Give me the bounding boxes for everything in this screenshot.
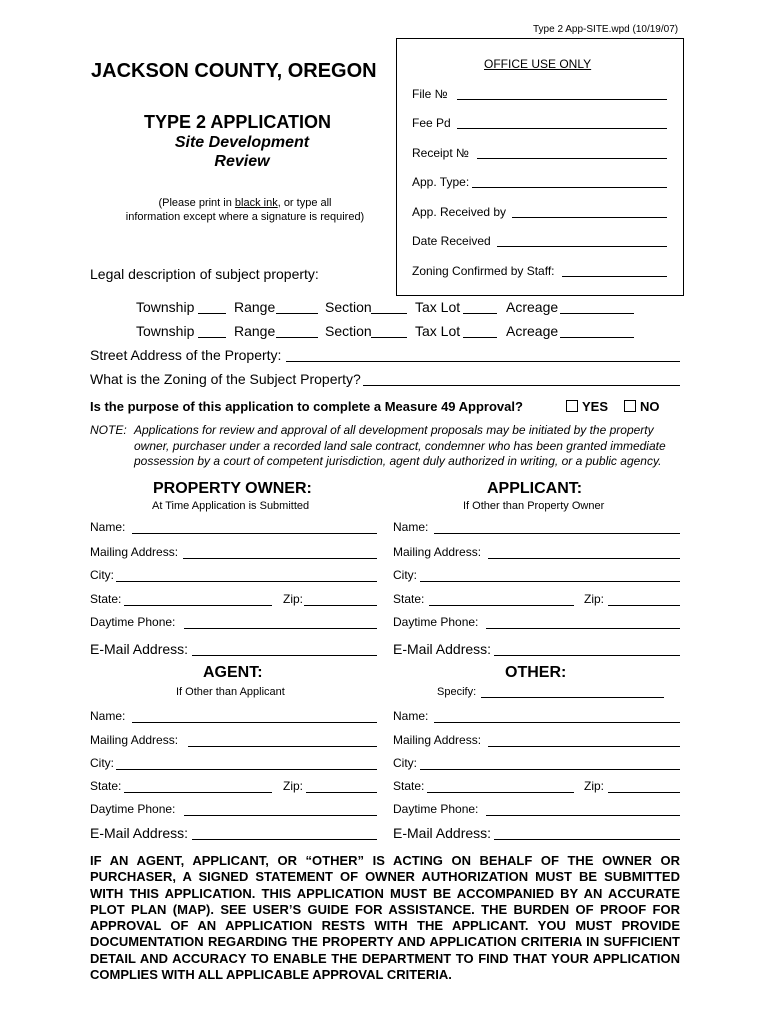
- applicant-email-field[interactable]: [494, 655, 680, 656]
- app-type-label: App. Type:: [412, 175, 470, 189]
- tax-lot-label-2: Tax Lot: [415, 323, 461, 339]
- date-received-field[interactable]: [497, 246, 667, 247]
- acreage-label-1: Acreage: [506, 299, 559, 315]
- owner-email-field[interactable]: [192, 655, 377, 656]
- applicant-phone-label: Daytime Phone:: [393, 615, 479, 629]
- applicant-state-field[interactable]: [429, 605, 574, 606]
- closing-statement: IF AN AGENT, APPLICANT, OR “OTHER” IS ACTING ON BEHALF OF THE OWNER OR PURCHASER, A SIGNED STATEMENT OF OWNER AUTHORIZATION MUST BE SUBMITTED WITH THIS APPLICATION. THIS APPLICATION MUST BE ACCOMPANIED BY AN ACCURATE PLOT PLAN (MAP). SEE USER’S GUIDE FOR ASSISTANCE. THE BURDEN OF PROOF FOR APPROVAL OF AN APPLICATION RESTS WITH THE APPLICANT. YOU MUST PROVIDE DOCUMENTATION REGARDING THE PROPERTY AND APPLICATION CRITERIA IN SUFFICIENT DETAIL AND ACCURACY TO ENABLE THE DEPARTMENT TO FIND THAT YOUR APPLICATION COMPLIES WITH ALL APPLICABLE APPROVAL CRITERIA.: [90, 853, 680, 983]
- township-field-1[interactable]: [198, 313, 226, 314]
- other-city-label: City:: [393, 756, 417, 770]
- applicant-name-field[interactable]: [434, 533, 680, 534]
- subtitle-line1: Site Development: [174, 134, 310, 151]
- acreage-label-2: Acreage: [506, 323, 559, 339]
- applicant-state-label: State:: [393, 592, 425, 606]
- acreage-field-2[interactable]: [560, 337, 634, 338]
- yes-checkbox[interactable]: [566, 400, 578, 412]
- applicant-heading: APPLICANT:: [487, 480, 583, 497]
- print-note-a: (Please print in: [158, 197, 235, 209]
- receipt-no-field[interactable]: [477, 158, 667, 159]
- other-specify-field[interactable]: [481, 697, 664, 698]
- street-address-label: Street Address of the Property:: [90, 347, 282, 363]
- agent-mailing-label: Mailing Address:: [90, 733, 179, 747]
- agent-city-field[interactable]: [116, 769, 377, 770]
- agent-state-label: State:: [90, 779, 122, 793]
- tax-lot-field-1[interactable]: [463, 313, 497, 314]
- agent-mailing-field[interactable]: [188, 746, 377, 747]
- agent-name-field[interactable]: [132, 722, 377, 723]
- agent-sub: If Other than Applicant: [176, 686, 285, 698]
- date-received-label: Date Received: [412, 234, 491, 248]
- range-field-2[interactable]: [276, 337, 318, 338]
- file-no-field[interactable]: [457, 99, 667, 100]
- township-field-2[interactable]: [198, 337, 226, 338]
- note-prefix: NOTE:: [90, 423, 127, 437]
- other-zip-label: Zip:: [584, 779, 605, 793]
- other-email-label: E-Mail Address:: [393, 825, 492, 841]
- applicant-sub: If Other than Property Owner: [463, 500, 605, 512]
- other-name-label: Name:: [393, 709, 429, 723]
- yes-label: YES: [582, 399, 609, 414]
- owner-name-field[interactable]: [132, 533, 377, 534]
- no-checkbox[interactable]: [624, 400, 636, 412]
- agent-phone-label: Daytime Phone:: [90, 802, 176, 816]
- file-no-label: File №: [412, 87, 448, 101]
- owner-phone-field[interactable]: [184, 628, 377, 629]
- other-specify-label: Specify:: [437, 686, 477, 698]
- applicant-zip-field[interactable]: [608, 605, 680, 606]
- applicant-mailing-label: Mailing Address:: [393, 545, 482, 559]
- agent-phone-field[interactable]: [184, 815, 377, 816]
- range-label-2: Range: [234, 323, 276, 339]
- section-field-2[interactable]: [371, 337, 407, 338]
- measure49-yes[interactable]: [566, 399, 608, 414]
- app-type-field[interactable]: [472, 187, 667, 188]
- tax-lot-field-2[interactable]: [463, 337, 497, 338]
- fee-pd-label: Fee Pd: [412, 116, 451, 130]
- legal-description-label: Legal description of subject property:: [90, 266, 319, 282]
- other-zip-field[interactable]: [608, 792, 680, 793]
- note-text: Applications for review and approval of all development proposals may be initiated by the property owner, purchaser under a recorded land sale contract, condemner who has been granted immediate possession by a court of competent jurisdiction, agent duly authorized in writing, or a public agency.: [134, 423, 666, 468]
- owner-state-field[interactable]: [124, 605, 272, 606]
- section-label-2: Section: [325, 323, 372, 339]
- agent-heading: AGENT:: [203, 664, 263, 681]
- section-field-1[interactable]: [371, 313, 407, 314]
- receipt-no-label: Receipt №: [412, 146, 469, 160]
- township-label-1: Township: [136, 299, 195, 315]
- agent-email-field[interactable]: [192, 839, 377, 840]
- other-email-field[interactable]: [494, 839, 680, 840]
- other-mailing-label: Mailing Address:: [393, 733, 482, 747]
- owner-city-field[interactable]: [116, 581, 377, 582]
- other-name-field[interactable]: [434, 722, 680, 723]
- other-phone-label: Daytime Phone:: [393, 802, 479, 816]
- print-note-line2: information except where a signature is required): [125, 211, 365, 223]
- county-name: JACKSON COUNTY, OREGON: [91, 60, 377, 82]
- print-note-b: black ink: [234, 197, 278, 209]
- owner-mailing-label: Mailing Address:: [90, 545, 179, 559]
- applicant-city-label: City:: [393, 568, 417, 582]
- owner-city-label: City:: [90, 568, 114, 582]
- zoning-field[interactable]: [363, 385, 680, 386]
- agent-zip-label: Zip:: [283, 779, 304, 793]
- doc-reference: Type 2 App-SITE.wpd (10/19/07): [533, 24, 679, 35]
- owner-name-label: Name:: [90, 520, 126, 534]
- agent-city-label: City:: [90, 756, 114, 770]
- agent-state-field[interactable]: [124, 792, 272, 793]
- tax-lot-label-1: Tax Lot: [415, 299, 461, 315]
- fee-pd-field[interactable]: [457, 128, 667, 129]
- street-address-field[interactable]: [286, 361, 680, 362]
- owner-state-label: State:: [90, 592, 122, 606]
- owner-sub: At Time Application is Submitted: [152, 500, 310, 512]
- measure49-no[interactable]: [624, 399, 660, 414]
- applicant-email-label: E-Mail Address:: [393, 641, 492, 657]
- print-note-line1: [120, 197, 370, 209]
- office-use-box: [396, 38, 684, 296]
- app-received-by-label: App. Received by: [412, 205, 507, 219]
- applicant-phone-field[interactable]: [486, 628, 680, 629]
- owner-mailing-field[interactable]: [183, 558, 377, 559]
- owner-email-label: E-Mail Address:: [90, 641, 189, 657]
- other-state-label: State:: [393, 779, 425, 793]
- other-heading: OTHER:: [505, 664, 567, 681]
- other-mailing-field[interactable]: [488, 746, 680, 747]
- other-city-field[interactable]: [420, 769, 680, 770]
- township-label-2: Township: [136, 323, 195, 339]
- app-received-by-field[interactable]: [512, 217, 667, 218]
- acreage-field-1[interactable]: [560, 313, 634, 314]
- other-phone-field[interactable]: [486, 815, 680, 816]
- range-label-1: Range: [234, 299, 276, 315]
- agent-name-label: Name:: [90, 709, 126, 723]
- section-label-1: Section: [325, 299, 372, 315]
- applicant-mailing-field[interactable]: [488, 558, 680, 559]
- applicant-city-field[interactable]: [420, 581, 680, 582]
- owner-phone-label: Daytime Phone:: [90, 615, 176, 629]
- office-heading: OFFICE USE ONLY: [484, 57, 592, 71]
- applicant-zip-label: Zip:: [584, 592, 605, 606]
- owner-heading: PROPERTY OWNER:: [153, 480, 312, 497]
- owner-zip-field[interactable]: [304, 605, 377, 606]
- owner-zip-label: Zip:: [283, 592, 304, 606]
- subtitle-line2: Review: [214, 153, 270, 170]
- other-state-field[interactable]: [427, 792, 574, 793]
- zoning-confirmed-field[interactable]: [562, 276, 667, 277]
- agent-zip-field[interactable]: [306, 792, 377, 793]
- agent-email-label: E-Mail Address:: [90, 825, 189, 841]
- applicant-name-label: Name:: [393, 520, 429, 534]
- zoning-confirmed-label: Zoning Confirmed by Staff:: [412, 264, 555, 278]
- page-title: TYPE 2 APPLICATION: [144, 112, 332, 132]
- measure49-question: Is the purpose of this application to complete a Measure 49 Approval?: [90, 399, 523, 414]
- print-note-c: , or type all: [277, 197, 332, 209]
- zoning-question-label: What is the Zoning of the Subject Property?: [90, 371, 361, 387]
- range-field-1[interactable]: [276, 313, 318, 314]
- no-label: NO: [640, 399, 660, 414]
